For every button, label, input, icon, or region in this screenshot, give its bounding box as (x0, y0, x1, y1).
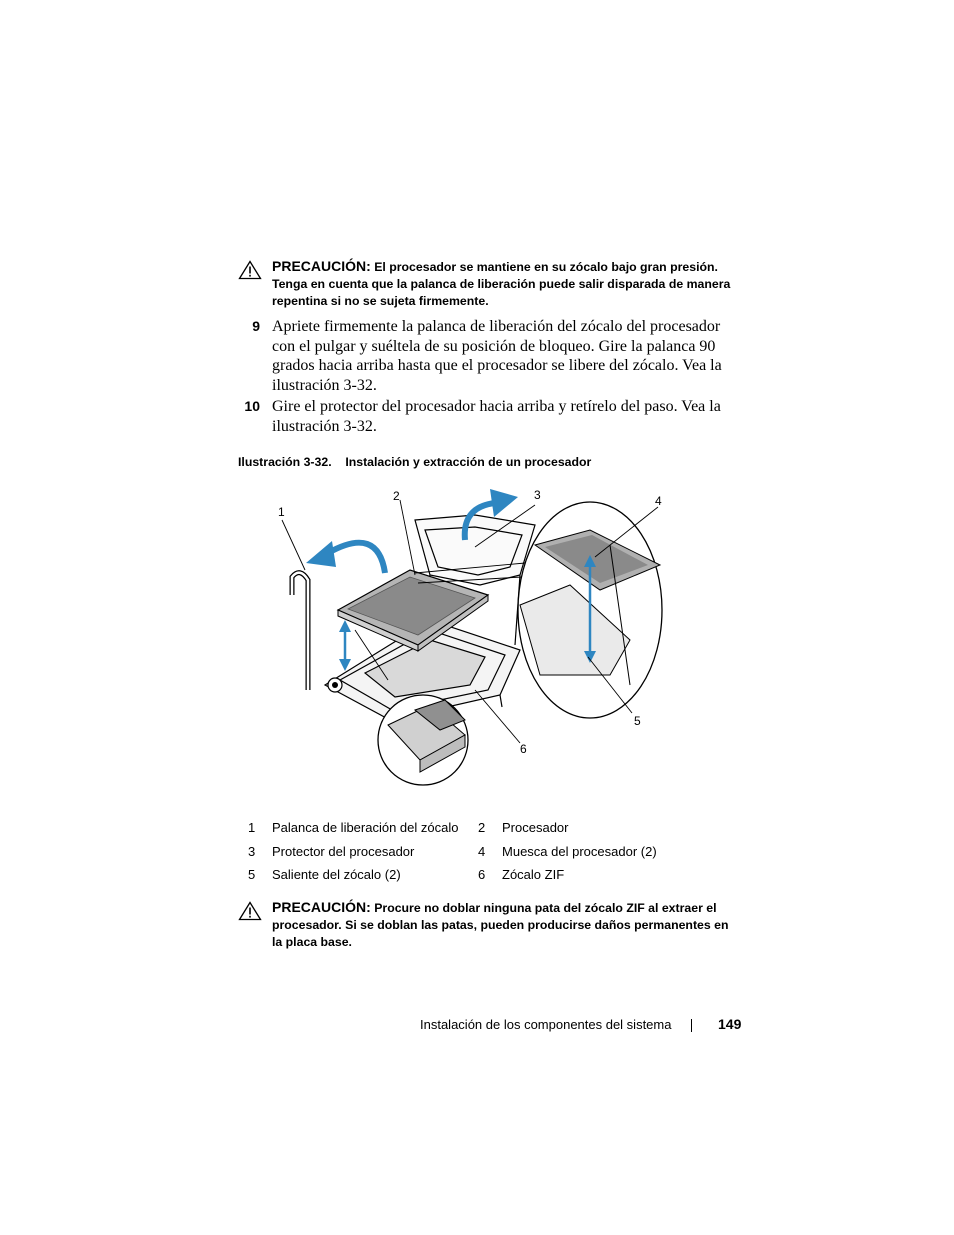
step-10 (238, 397, 738, 436)
step-text: Apriete firmemente la palanca de liberación del zócalo del procesador con el pulgar y suéltela de su posición de bloqueo. Gire la palanca 90 grados hacia arriba hasta que el procesador se libere del zócalo. Vea la ilustración 3-32. (272, 318, 722, 394)
callout-2: 2 (393, 489, 400, 503)
callout-5: 5 (634, 714, 641, 728)
caution-icon (238, 901, 262, 921)
figure-legend (248, 816, 708, 887)
legend-number: 2 (478, 820, 486, 836)
caution-notice-2 (238, 899, 738, 951)
figure-caption (238, 455, 591, 469)
caution-label: PRECAUCIÓN: (272, 258, 371, 274)
step-9 (238, 317, 738, 395)
legend-label: Zócalo ZIF (502, 867, 565, 883)
legend-label: Palanca de liberación del zócalo (272, 820, 459, 836)
legend-number: 3 (248, 843, 256, 859)
step-number: 9 (252, 318, 260, 334)
legend-label: Saliente del zócalo (2) (272, 867, 401, 883)
callout-3: 3 (534, 488, 541, 502)
step-text: Gire el protector del procesador hacia arriba y retírelo del paso. Vea la ilustración 3-32. (272, 398, 721, 435)
figure-caption-number: Ilustración 3-32. (238, 455, 332, 469)
legend-number: 6 (478, 867, 486, 883)
page-number: 149 (718, 1016, 742, 1032)
callout-1: 1 (278, 505, 285, 519)
lever-rotate-arrow (328, 543, 385, 573)
caution-text: Procure no doblar ninguna pata del zócalo ZIF al extraer el procesador. Si se doblan las patas, pueden producirse daños permanentes en la placa base. (272, 901, 729, 949)
legend-label: Muesca del procesador (2) (502, 843, 657, 859)
detail-magnifier-notch (518, 502, 662, 718)
caution-text: El procesador se mantiene en su zócalo bajo gran presión. Tenga en cuenta que la palanca de liberación puede salir disparada de manera repentina si no se sujeta firmemente. (272, 260, 731, 308)
callout-6: 6 (520, 742, 527, 756)
callout-4: 4 (655, 494, 662, 508)
detail-magnifier-socket (378, 695, 468, 785)
legend-label: Procesador (502, 820, 569, 836)
figure-caption-title: Instalación y extracción de un procesador (345, 455, 592, 469)
legend-label: Protector del procesador (272, 843, 415, 859)
legend-row (248, 863, 708, 887)
step-number: 10 (244, 398, 260, 414)
caution-icon (238, 260, 262, 280)
caution-label: PRECAUCIÓN: (272, 899, 371, 915)
footer-separator (691, 1019, 692, 1032)
release-lever (292, 573, 308, 690)
legend-number: 4 (478, 843, 486, 859)
legend-number: 5 (248, 867, 256, 883)
legend-number: 1 (248, 820, 256, 836)
legend-row (248, 840, 708, 864)
legend-row (248, 816, 708, 840)
footer-section-title: Instalación de los componentes del sistema (420, 1017, 672, 1032)
processor-installation-illustration (270, 485, 670, 805)
caution-notice-1 (238, 258, 738, 310)
